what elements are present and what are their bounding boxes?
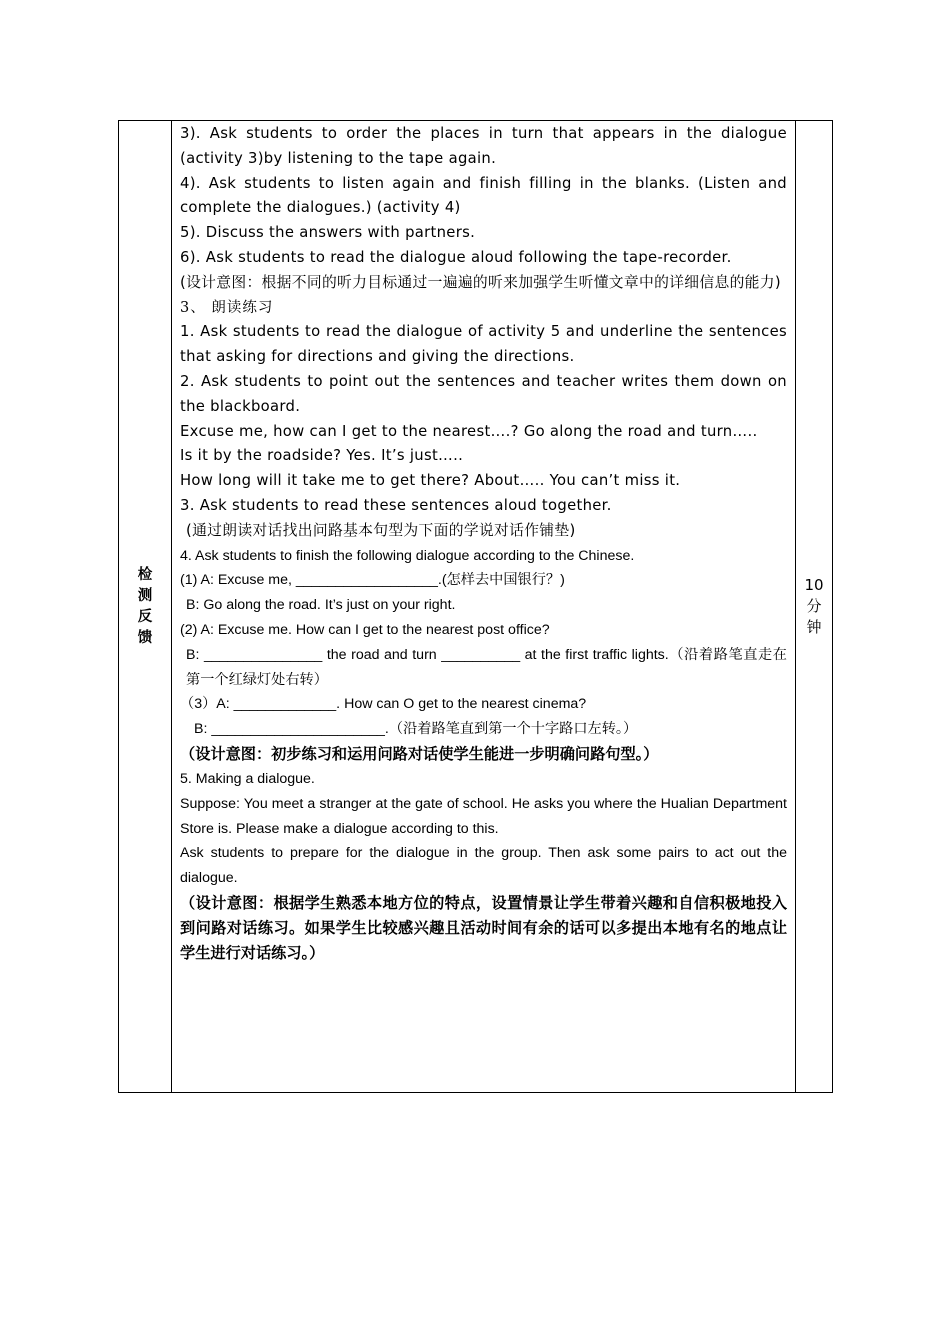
sentence-pattern-1: Excuse me, how can I get to the nearest….? Go along the road and turn….. bbox=[180, 422, 758, 440]
design-intent-2: （设计意图：初步练习和运用问路对话使学生能进一步明确问路句型。） bbox=[180, 745, 659, 763]
exercise-1-answer: B: Go along the road. It’s just on your right. bbox=[186, 597, 456, 614]
content-body bbox=[172, 121, 795, 966]
content-cell bbox=[172, 121, 796, 1093]
time-label: 10分钟 bbox=[804, 576, 824, 636]
reading-note: (通过朗读对话找出问路基本句型为下面的学说对话作铺垫) bbox=[186, 521, 576, 539]
section-label-cell bbox=[119, 121, 172, 1093]
section-label: 检测反馈 bbox=[137, 566, 153, 646]
step-5-text: 5). Discuss the answers with partners. bbox=[180, 224, 476, 242]
dialogue-instruction: Ask students to prepare for the dialogue in the group. Then ask some pairs to act out the dialogue. bbox=[180, 845, 787, 887]
reading-step-1: 1. Ask students to read the dialogue of activity 5 and underline the sentences that asking for directions and giving the directions. bbox=[180, 323, 787, 366]
design-intent-3: （设计意图：根据学生熟悉本地方位的特点，设置情景让学生带着兴趣和自信积极地投入到问路对话练习。如果学生比较感兴趣且活动时间有余的话可以多提出本地有名的地点让学生进行对话练习。） bbox=[180, 894, 787, 962]
table-row bbox=[119, 121, 833, 1093]
dialogue-scenario: Suppose: You meet a stranger at the gate of school. He asks you where the Hualian Department Store is. Please make a dialogue according to this. bbox=[180, 795, 787, 837]
exercise-3-answer: B: ______________________.（沿着路笔直到第一个十字路口左转。） bbox=[194, 721, 638, 738]
design-intent-1: (设计意图：根据不同的听力目标通过一遍遍的听来加强学生听懂文章中的详细信息的能力) bbox=[180, 273, 781, 291]
step-3-text: 3). Ask students to order the places in turn that appears in the dialogue (activity 3)by listening to the tape again. bbox=[180, 125, 787, 167]
exercise-2-question: (2) A: Excuse me. How can I get to the nearest post office? bbox=[180, 621, 550, 638]
time-cell bbox=[796, 121, 833, 1093]
reading-step-2: 2. Ask students to point out the sentences and teacher writes them down on the blackboard. bbox=[180, 372, 787, 415]
sentence-pattern-3: How long will it take me to get there? About….. You can’t miss it. bbox=[180, 472, 681, 490]
reading-practice-heading: 3、 朗读练习 bbox=[180, 299, 274, 316]
exercise-1-question: (1) A: Excuse me, __________________.(怎样去中国银行？) bbox=[180, 572, 565, 589]
exercise-3-question: （3）A: _____________. How can O get to the nearest cinema? bbox=[180, 696, 587, 713]
step-6-text: 6). Ask students to read the dialogue aloud following the tape-recorder. bbox=[180, 248, 732, 266]
sentence-pattern-2: Is it by the roadside? Yes. It’s just….. bbox=[180, 447, 464, 465]
step-4-text: 4). Ask students to listen again and finish filling in the blanks. (Listen and complete the dialogues.) (activity 4) bbox=[180, 174, 787, 217]
exercise-instruction: 4. Ask students to finish the following dialogue according to the Chinese. bbox=[180, 547, 635, 564]
reading-step-3: 3. Ask students to read these sentences aloud together. bbox=[180, 496, 612, 514]
exercise-2-answer: B: _______________ the road and turn __________ at the first traffic lights.（沿着路笔直走在第一个红绿灯处右转） bbox=[186, 646, 787, 688]
dialogue-heading: 5. Making a dialogue. bbox=[180, 770, 315, 787]
lesson-plan-table bbox=[118, 120, 833, 1093]
